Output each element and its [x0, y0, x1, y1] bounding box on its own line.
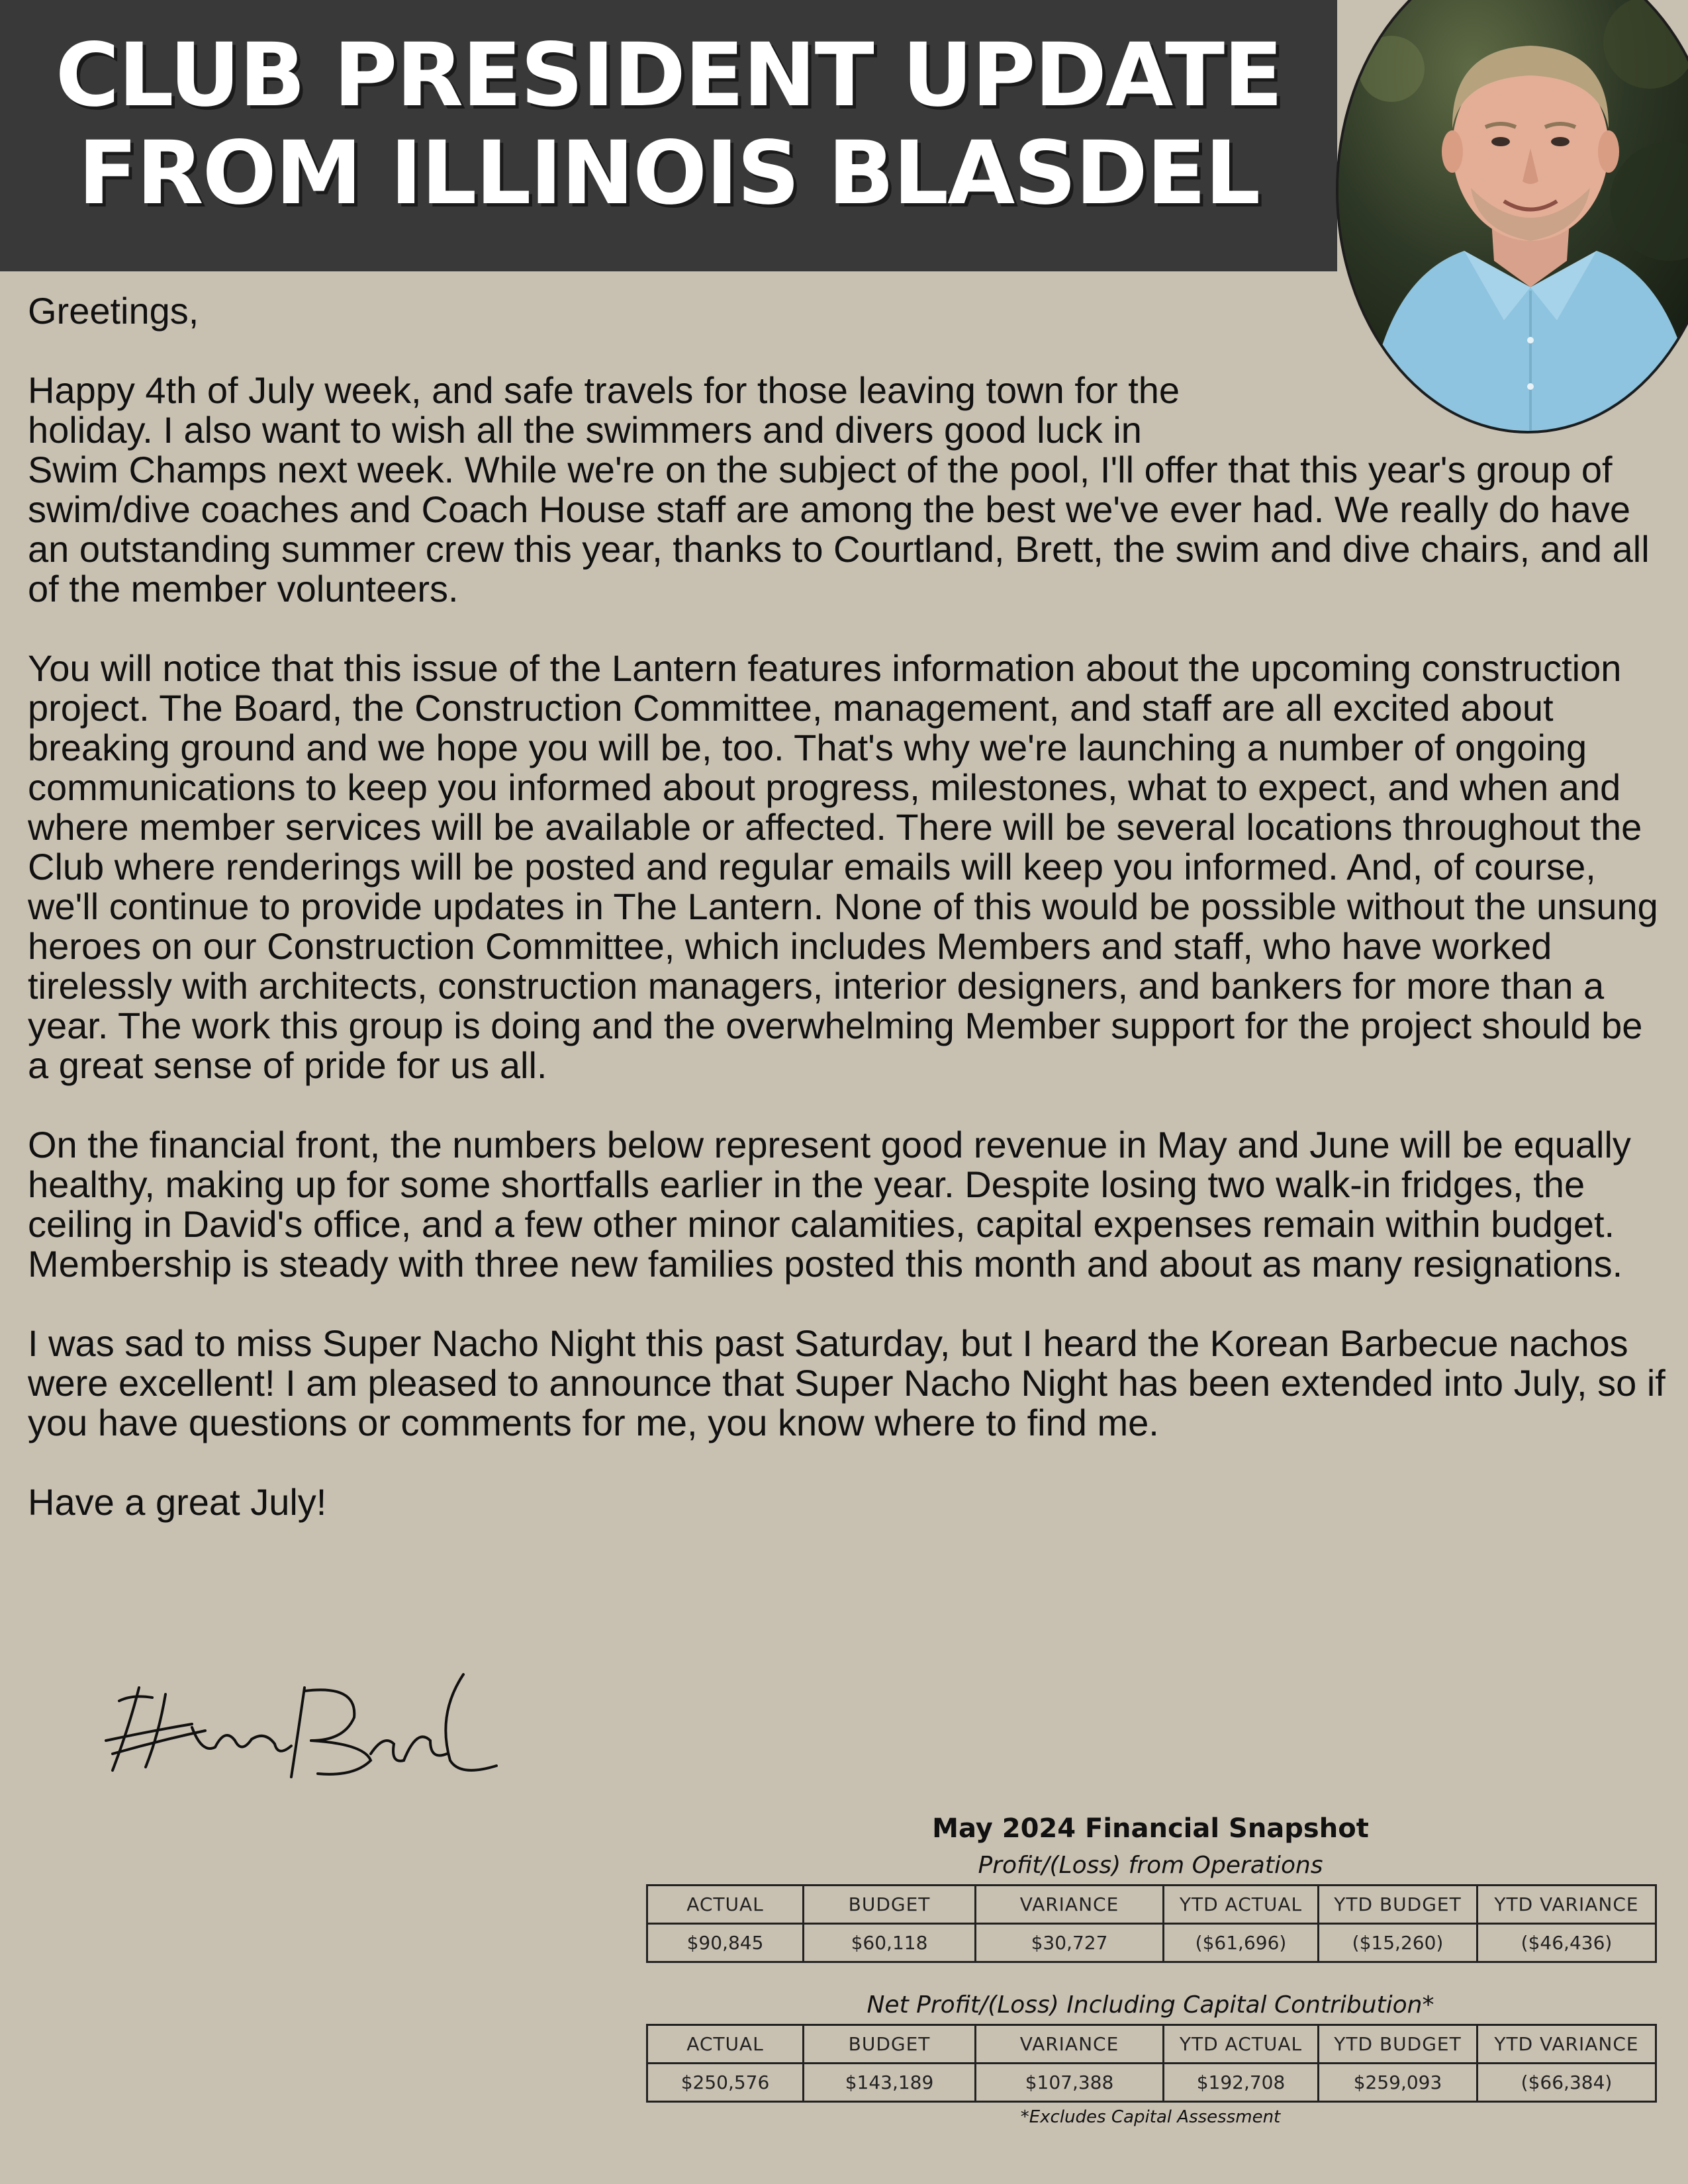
table-cell: ($61,696) — [1164, 1924, 1319, 1962]
paragraph-1-rest: Swim Champs next week. While we're on the subject of the pool, I'll offer that this year's group of swim/dive coaches and Coach House staff are among the best we've ever had. We really do have an outstanding summer crew this year, thanks to Courtland, Brett, the swim and dive chairs, and all of the member volunteers. — [28, 449, 1650, 610]
table-cell: $250,576 — [647, 2064, 804, 2102]
table-cell: $30,727 — [976, 1924, 1164, 1962]
paragraph-4: I was sad to miss Super Nacho Night this past Saturday, but I heard the Korean Barbecue nachos were excellent! I am pleased to announce that Super Nacho Night has been extended into July, so if you have questions or comments for me, you know where to find me. — [28, 1322, 1665, 1443]
financial-snapshot — [646, 1810, 1655, 2132]
net-header-row — [647, 2025, 1656, 2064]
table-header: YTD ACTUAL — [1164, 2025, 1319, 2064]
letter-body — [28, 291, 1669, 1522]
greeting: Greetings, — [28, 290, 199, 332]
paragraph-1 — [28, 371, 1669, 609]
net-value-row — [647, 2064, 1656, 2102]
header-banner — [0, 0, 1337, 271]
paragraph-1-intro: Happy 4th of July week, and safe travels for those leaving town for the holiday. I also want to wish all the swimmers and divers good luck in — [28, 369, 1180, 451]
net-subtitle: Net Profit/(Loss) Including Capital Contribution* — [867, 1991, 1434, 2019]
table-cell: $259,093 — [1319, 2064, 1477, 2102]
paragraph-2: You will notice that this issue of the Lantern features information about the upcoming construction project. The Board, the Construction Committee, management, and staff are all excited about breaking ground and we hope you will be, too. That's why we're launching a number of ongoing communications to keep you informed about progress, milestones, what to expect, and when and where member services will be available or affected. There will be several locations throughout the Club where renderings will be posted and regular emails will keep you informed. And, of course, we'll continue to provide updates in The Lantern. None of this would be possible without the unsung heroes on our Construction Committee, which includes Members and staff, who have worked tirelessly with architects, construction managers, interior designers, and bankers for more than a year. The work this group is doing and the overwhelming Member support for the project should be a great sense of pride for us all. — [28, 647, 1658, 1086]
ops-subtitle: Profit/(Loss) from Operations — [978, 1852, 1323, 1879]
table-header: VARIANCE — [976, 2025, 1164, 2064]
table-header: BUDGET — [804, 2025, 976, 2064]
page-title — [0, 26, 1337, 222]
net-table — [646, 2024, 1657, 2103]
table-cell: $192,708 — [1164, 2064, 1319, 2102]
table-header: ACTUAL — [647, 2025, 804, 2064]
table-cell: $143,189 — [804, 2064, 976, 2102]
table-header: YTD BUDGET — [1319, 1886, 1477, 1924]
table-cell: $60,118 — [804, 1924, 976, 1962]
table-cell: $107,388 — [976, 2064, 1164, 2102]
table-header: YTD VARIANCE — [1477, 2025, 1656, 2064]
table-header: YTD VARIANCE — [1477, 1886, 1656, 1924]
snapshot-title: May 2024 Financial Snapshot — [932, 1813, 1369, 1844]
signature-scribble — [93, 1661, 530, 1787]
table-header: VARIANCE — [976, 1886, 1164, 1924]
title-line-2: FROM ILLINOIS BLASDEL — [77, 122, 1260, 224]
table-cell: ($46,436) — [1477, 1924, 1656, 1962]
ops-value-row — [647, 1924, 1656, 1962]
title-line-1: CLUB PRESIDENT UPDATE — [55, 24, 1282, 126]
snapshot-footnote: *Excludes Capital Assessment — [1020, 2107, 1281, 2127]
table-header: YTD BUDGET — [1319, 2025, 1477, 2064]
table-cell: ($15,260) — [1319, 1924, 1477, 1962]
table-header: BUDGET — [804, 1886, 976, 1924]
ops-table — [646, 1884, 1657, 1963]
signature — [93, 1661, 530, 1787]
table-header: YTD ACTUAL — [1164, 1886, 1319, 1924]
ops-header-row — [647, 1886, 1656, 1924]
table-cell: $90,845 — [647, 1924, 804, 1962]
table-cell: ($66,384) — [1477, 2064, 1656, 2102]
closing: Have a great July! — [28, 1481, 327, 1523]
paragraph-3: On the financial front, the numbers below represent good revenue in May and June will be equally healthy, making up for some shortfalls earlier in the year. Despite losing two walk-in fridges, the ceiling in David's office, and a few other minor calamities, capital expenses remain within budget. Membership is steady with three new families posted this month and about as many resignations. — [28, 1124, 1631, 1285]
table-header: ACTUAL — [647, 1886, 804, 1924]
